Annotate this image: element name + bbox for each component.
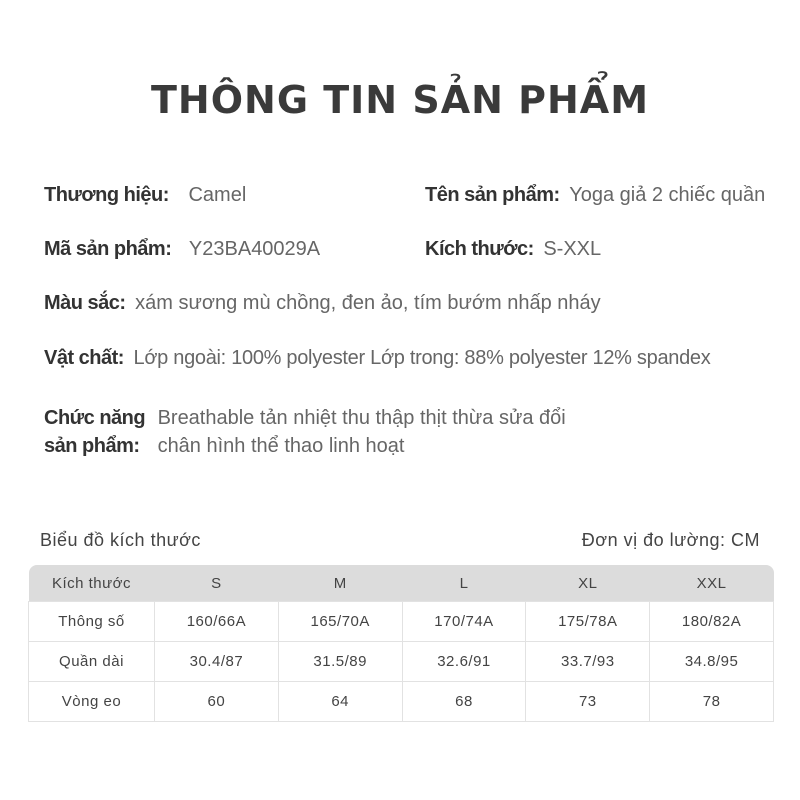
header-cell: Kích thước <box>29 565 155 602</box>
page-title: THÔNG TIN SẢN PHẨM <box>150 78 650 122</box>
table-row <box>29 642 774 682</box>
row-label: Vòng eo <box>29 682 155 722</box>
product-name-label: Tên sản phẩm: <box>425 184 560 206</box>
brand-row <box>44 181 246 209</box>
table-cell: 170/74A <box>402 602 526 642</box>
size-chart-unit: Đơn vị đo lường: CM <box>581 530 760 550</box>
material-row <box>44 344 710 372</box>
color-row <box>44 289 601 317</box>
color-label: Màu sắc: <box>44 292 126 314</box>
header-cell: S <box>155 565 279 602</box>
size-value: S-XXL <box>543 238 602 260</box>
brand-value: Camel <box>188 184 247 206</box>
table-row <box>29 682 774 722</box>
row-label: Quần dài <box>29 642 155 682</box>
table-cell: 32.6/91 <box>402 642 526 682</box>
function-label-line1: Chức năng <box>44 407 146 429</box>
header-cell: M <box>278 565 402 602</box>
table-cell: 175/78A <box>526 602 650 642</box>
size-chart-table <box>28 565 774 722</box>
function-row <box>44 404 566 460</box>
function-label <box>44 404 152 460</box>
code-row <box>44 235 320 263</box>
size-chart-title: Biểu đồ kích thước <box>40 530 201 550</box>
size-chart-header-row <box>29 565 774 602</box>
product-name-row <box>425 181 765 209</box>
table-cell: 78 <box>650 682 774 722</box>
table-cell: 34.8/95 <box>650 642 774 682</box>
table-cell: 165/70A <box>278 602 402 642</box>
table-cell: 31.5/89 <box>278 642 402 682</box>
function-value-line1: Breathable tản nhiệt thu thập thịt thừa sửa đổi <box>157 407 566 429</box>
table-cell: 180/82A <box>650 602 774 642</box>
table-cell: 33.7/93 <box>526 642 650 682</box>
header-cell: L <box>402 565 526 602</box>
size-row <box>425 235 601 263</box>
function-value <box>158 404 566 460</box>
header-cell: XXL <box>650 565 774 602</box>
table-cell: 60 <box>155 682 279 722</box>
code-value: Y23BA40029A <box>188 238 321 260</box>
material-label: Vật chất: <box>44 347 124 369</box>
function-label-line2: sản phẩm: <box>44 435 140 457</box>
table-row <box>29 602 774 642</box>
size-label: Kích thước: <box>425 238 534 260</box>
header-cell: XL <box>526 565 650 602</box>
code-label: Mã sản phẩm: <box>44 238 172 260</box>
table-cell: 160/66A <box>155 602 279 642</box>
material-value: Lớp ngoài: 100% polyester Lớp trong: 88% polyester 12% spandex <box>133 347 711 369</box>
table-cell: 30.4/87 <box>155 642 279 682</box>
row-label: Thông số <box>29 602 155 642</box>
function-value-line2: chân hình thể thao linh hoạt <box>157 435 405 457</box>
table-cell: 73 <box>526 682 650 722</box>
color-value: xám sương mù chồng, đen ảo, tím bướm nhấp nháy <box>135 292 601 314</box>
brand-label: Thương hiệu: <box>44 184 169 206</box>
table-cell: 68 <box>402 682 526 722</box>
product-name-value: Yoga giả 2 chiếc quần <box>569 184 766 206</box>
table-cell: 64 <box>278 682 402 722</box>
